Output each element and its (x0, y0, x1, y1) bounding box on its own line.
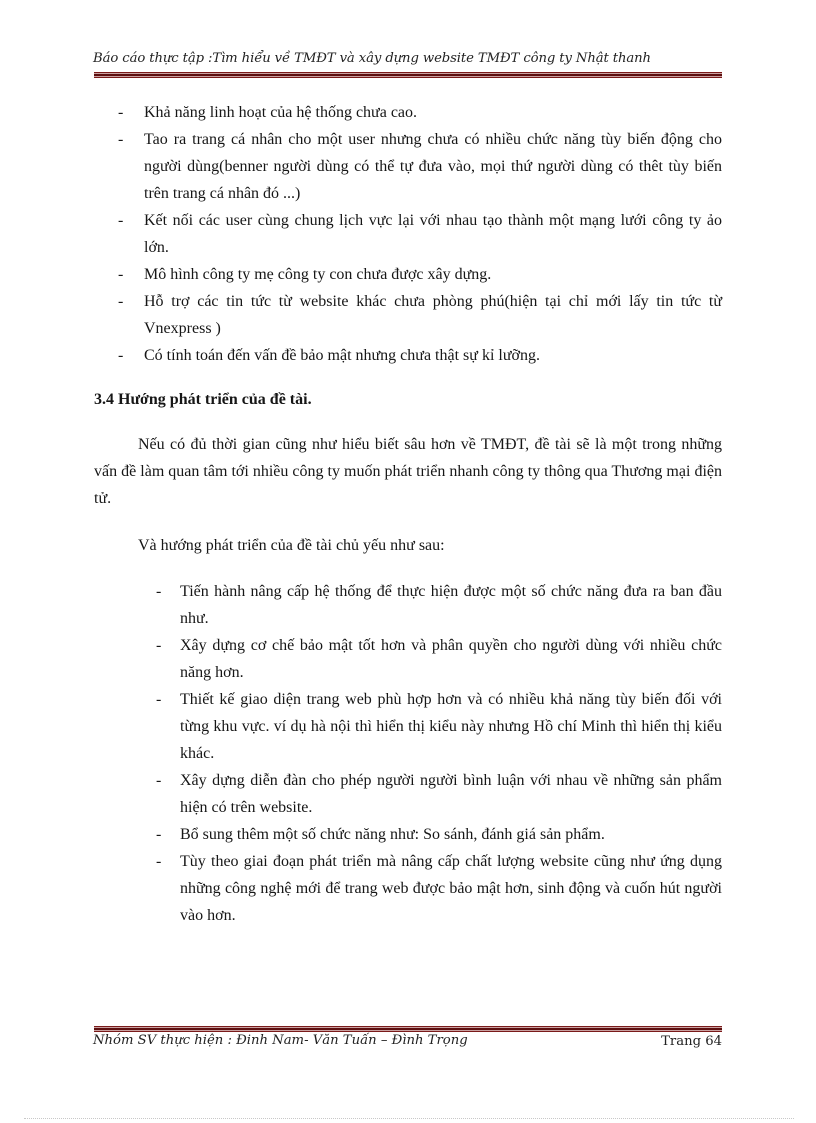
list-item (94, 578, 722, 632)
footer-rule-divider (94, 1026, 722, 1032)
list-item-text: Khả năng linh hoạt của hệ thống chưa cao. (144, 104, 418, 121)
list-item-text: Hỗ trợ các tin tức từ website khác chưa phòng phú(hiện tại chỉ mới lấy tin tức từ Vnexpress ) (144, 293, 722, 337)
list-item (94, 261, 722, 288)
header-rule-divider (94, 72, 722, 78)
list-item-text: Xây dựng cơ chế bảo mật tốt hơn và phân quyền cho người dùng với nhiều chức năng hơn. (180, 637, 722, 681)
page-header-title: Báo cáo thực tập :Tìm hiểu về TMĐT và xây dựng website TMĐT công ty Nhật thanh (93, 51, 651, 66)
bullet-dash: - (118, 293, 124, 310)
list-item (94, 821, 722, 848)
bullet-dash: - (156, 853, 162, 870)
list-item-text: Kết nối các user cùng chung lịch vực lại với nhau tạo thành một mạng lưới công ty ảo lớn. (144, 212, 722, 256)
list-item (94, 767, 722, 821)
list-item (94, 632, 722, 686)
list-item (94, 686, 722, 767)
list-item (94, 99, 722, 126)
footer-authors: Nhóm SV thực hiện : Đinh Nam- Văn Tuấn – Đình Trọng (93, 1033, 468, 1048)
limitations-list (94, 99, 722, 369)
list-item-text: Tao ra trang cá nhân cho một user nhưng chưa có nhiều chức năng tùy biến động cho người dùng(benner người dùng có thể tự đưa vào, mọi thứ người dùng có thêt tùy biến trên trang cá nhân đó ...) (144, 131, 722, 202)
section-paragraph-lead: Và hướng phát triển của đề tài chủ yếu như sau: (138, 537, 445, 554)
list-item-text: Có tính toán đến vấn đề bảo mật nhưng chưa thật sự kỉ lưỡng. (144, 347, 540, 364)
page-body (94, 99, 722, 929)
list-item (94, 342, 722, 369)
list-item (94, 288, 722, 342)
section-heading: 3.4 Hướng phát triển của đề tài. (94, 391, 312, 408)
list-item-text: Mô hình công ty mẹ công ty con chưa được xây dựng. (144, 266, 492, 283)
bullet-dash: - (156, 691, 162, 708)
list-item (94, 126, 722, 207)
list-item-text: Tùy theo giai đoạn phát triển mà nâng cấp chất lượng website cũng như ứng dụng những công nghệ mới để trang web được bảo mật hơn, sinh động và cuốn hút người vào hơn. (180, 853, 722, 924)
development-directions-list (94, 578, 722, 929)
list-item-text: Tiến hành nâng cấp hệ thống để thực hiện được một số chức năng đưa ra ban đầu như. (180, 583, 722, 627)
bullet-dash: - (156, 826, 162, 843)
list-item-text: Thiết kế giao diện trang web phù hợp hơn và có nhiều khả năng tùy biến đối với từng khu vực. ví dụ hà nội thì hiển thị kiểu này nhưng Hồ chí Minh thì hiển thị kiểu khác. (180, 691, 722, 762)
section-paragraph-intro: Nếu có đủ thời gian cũng như hiểu biết sâu hơn về TMĐT, đề tài sẽ là một trong những vấn đề làm quan tâm tới nhiều công ty muốn phát triển nhanh công ty thông qua Thương mại điện tử. (94, 436, 722, 507)
page-edge-divider (24, 1118, 794, 1119)
bullet-dash: - (118, 212, 124, 229)
bullet-dash: - (156, 637, 162, 654)
list-item-text: Bổ sung thêm một số chức năng như: So sánh, đánh giá sản phẩm. (180, 826, 605, 843)
bullet-dash: - (118, 347, 124, 364)
list-item-text: Xây dựng diễn đàn cho phép người người bình luận với nhau về những sản phẩm hiện có trên website. (180, 772, 722, 816)
footer-page-number: Trang 64 (661, 1034, 722, 1049)
bullet-dash: - (156, 772, 162, 789)
bullet-dash: - (118, 266, 124, 283)
list-item (94, 207, 722, 261)
bullet-dash: - (156, 583, 162, 600)
bullet-dash: - (118, 131, 124, 148)
bullet-dash: - (118, 104, 124, 121)
list-item (94, 848, 722, 929)
